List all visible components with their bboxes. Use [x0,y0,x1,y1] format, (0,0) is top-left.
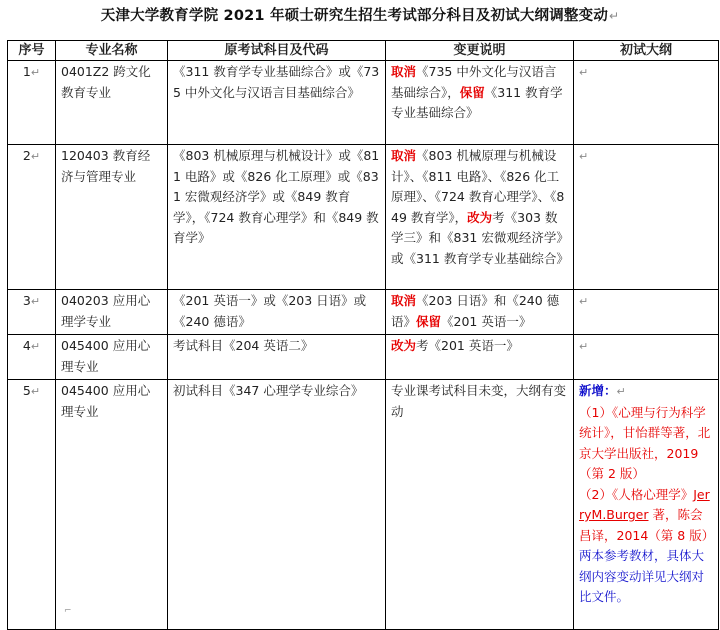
row-change-description: 专业课考试科目未变，大纲有变动 [386,380,574,630]
header-original-subjects: 原考试科目及代码 [168,41,386,61]
row-exam-outline: ↵ [574,335,719,380]
row-change-description: 取消《203 日语》和《240 德语》保留《201 英语一》 [386,290,574,335]
outline-item-2: （2）《人格心理学》JerryM.Burger 著，陈会昌译，2014（第 8 版） [579,486,715,543]
table-row [8,145,719,290]
row-change-description: 取消《803 机械原理与机械设计》、《811 电路》、《826 化工原理》、《724 教育心理学》、《849 教育学》，改为考《303 数学三》和《831 宏微观经济学》或《311 教育学专业基础综合》 [386,145,574,290]
row-original-subjects: 《201 英语一》或《203 日语》或《240 德语》 [168,290,386,335]
header-major: 专业名称 [56,41,168,61]
page-corner-mark: ⌐ [64,606,72,616]
row-exam-outline [574,380,719,630]
row-original-subjects: 考试科目《204 英语二》 [168,335,386,380]
table-row [8,61,719,145]
adjustment-table [7,40,719,630]
outline-new-label: 新增：↵ [579,383,626,398]
row-exam-outline: ↵ [574,290,719,335]
row-serial: 4↵ [8,335,56,380]
row-exam-outline: ↵ [574,61,719,145]
table-header-row [8,41,719,61]
header-serial: 序号 [8,41,56,61]
row-original-subjects: 《311 教育学专业基础综合》或《735 中外文化与汉语言目基础综合》 [168,61,386,145]
author-link: JerryM.Burger [579,486,710,522]
row-serial: 2↵ [8,145,56,290]
row-change-description: 改为考《201 英语一》 [386,335,574,380]
row-serial: 5↵ [8,380,56,630]
document-title [0,4,720,25]
row-major: 045400 应用心理专业 [56,380,168,630]
outline-item-1: （1）《心理与行为科学统计》，甘怡群等著，北京大学出版社，2019（第 2 版） [579,404,711,481]
table-row [8,290,719,335]
header-exam-outline: 初试大纲 [574,41,719,61]
outline-note: 两本参考教材，具体大纲内容变动详见大纲对比文件。 [579,548,705,604]
table-row [8,335,719,380]
row-exam-outline: ↵ [574,145,719,290]
document-title-text: 天津大学教育学院 2021 年硕士研究生招生考试部分科目及初试大纲调整变动 [100,8,609,24]
row-major: 040203 应用心理学专业 [56,290,168,335]
table-row [8,380,719,630]
row-original-subjects: 《803 机械原理与机械设计》或《811 电路》或《826 化工原理》或《831 宏微观经济学》或《849 教育学》，《724 教育心理学》和《849 教育学》 [168,145,386,290]
row-major: 0401Z2 跨文化教育专业 [56,61,168,145]
row-major: 120403 教育经济与管理专业 [56,145,168,290]
row-change-description: 取消《735 中外文化与汉语言基础综合》，保留《311 教育学专业基础综合》 [386,61,574,145]
row-major: 045400 应用心理专业 [56,335,168,380]
paragraph-mark: ↵ [609,9,620,23]
header-change-description: 变更说明 [386,41,574,61]
row-original-subjects: 初试科目《347 心理学专业综合》 [168,380,386,630]
row-serial: 1↵ [8,61,56,145]
row-serial: 3↵ [8,290,56,335]
